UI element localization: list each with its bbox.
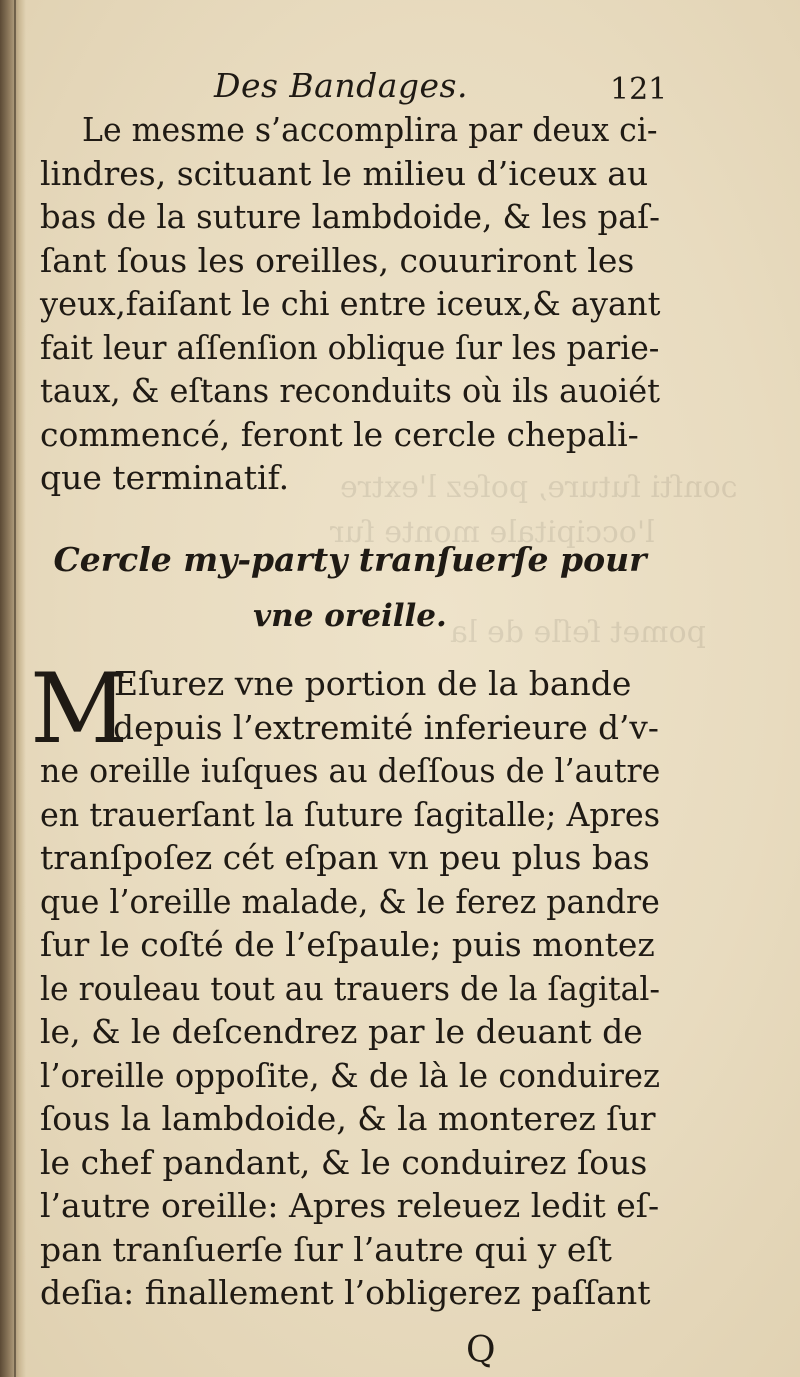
- text-line: ne oreille iuſques au deſſous de l’autre: [40, 751, 661, 790]
- drop-cap: M: [30, 653, 129, 765]
- text-line: Le mesme s’accomplira par deux ci-: [82, 110, 658, 149]
- text-line: le chef pandant, & le conduirez ſous: [40, 1142, 648, 1182]
- text-line: tranſpoſez cét eſpan vn peu plus bas: [40, 838, 650, 877]
- page-number: 121: [610, 72, 668, 107]
- text-line: pan tranſuerſe ſur l’autre qui y eſt: [40, 1229, 612, 1269]
- section-heading: Cercle my-party tranſuerſe pour: [53, 540, 647, 579]
- text-line: le, & le deſcendrez par le deuant de: [40, 1012, 643, 1051]
- text-line: lindres, scituant le milieu d’iceux au: [40, 153, 649, 193]
- text-line: yeux,faiſant le chi entre iceux,& ayant: [40, 284, 661, 323]
- text-line: Eſurez vne portion de la bande: [114, 664, 632, 703]
- text-line: deſia: finallement l’obligerez paſſant: [40, 1273, 651, 1312]
- text-line: ſur le coſté de l’eſpaule; puis montez: [40, 925, 655, 964]
- section-heading-continued: vne oreille.: [253, 598, 447, 634]
- binding-shadow: [0, 0, 26, 1377]
- text-line: l’oreille oppoſite, & de là le conduirez: [40, 1055, 661, 1095]
- running-title: Des Bandages.: [214, 66, 468, 105]
- show-through-decoration: ɔonſti ſuture, poſez l'extre: [340, 470, 738, 505]
- text-line: ſant ſous les oreilles, couuriront les: [40, 240, 635, 280]
- text-line: le rouleau tout au trauers de la ſagital-: [40, 968, 661, 1008]
- show-through-decoration: l'occipitale monte ſur: [330, 515, 655, 550]
- signature-mark: Q: [466, 1330, 496, 1371]
- text-line: bas de la suture lambdoide, & les paſ-: [40, 197, 661, 236]
- paragraph-1: [40, 108, 660, 500]
- binding-edge: [14, 0, 16, 1377]
- text-line: que l’oreille malade, & le ferez pandre: [40, 881, 660, 921]
- text-line: fait leur aſſenſion oblique ſur les parie-: [40, 327, 660, 367]
- paragraph-2: [40, 662, 660, 1315]
- text-line: depuis l’extremité inferieure d’v-: [113, 707, 659, 747]
- text-line: taux, & eſtans reconduits où ils auoiét: [40, 371, 660, 410]
- text-line: l’autre oreille: Apres releuez ledit eſ-: [40, 1186, 660, 1225]
- text-line: commencé, feront le cercle chepali-: [40, 414, 639, 454]
- show-through-decoration: pomet ſeſle de la: [450, 615, 706, 650]
- text-line: en trauerſant la ſuture ſagitalle; Apres: [40, 794, 661, 834]
- running-head: [0, 62, 800, 108]
- text-line: ſous la lambdoide, & la monterez ſur: [40, 1099, 656, 1138]
- text-line: que terminatif.: [40, 458, 290, 497]
